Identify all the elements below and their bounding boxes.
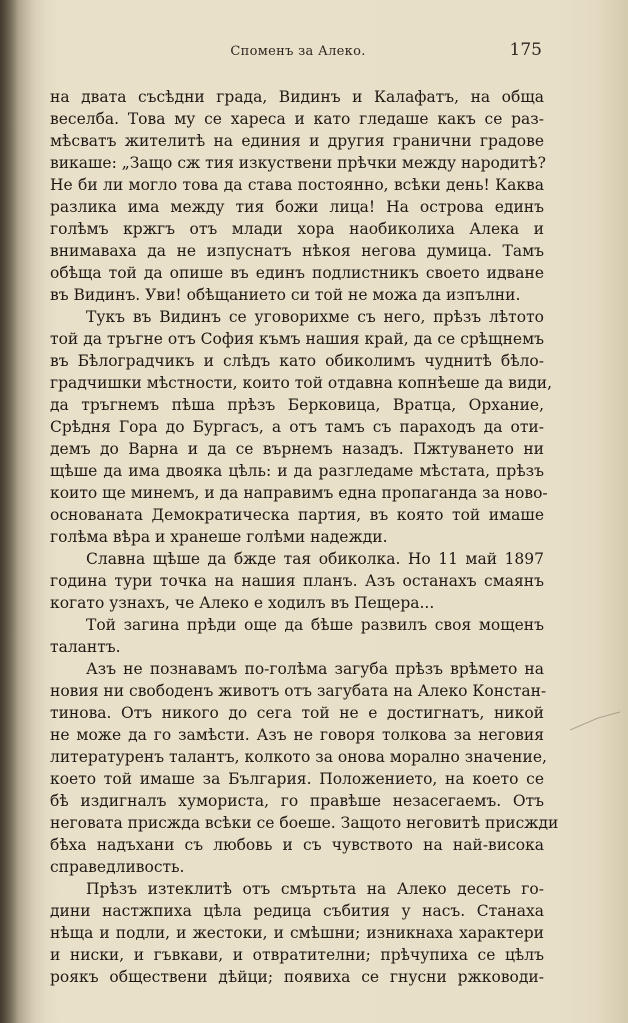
text-line: талантъ. <box>50 638 121 656</box>
text-line: викаше: „Защо сж тия изкуствени прѣчки между народитѣ? <box>50 154 546 172</box>
running-title: Споменъ за Алеко. <box>230 44 366 59</box>
pencil-mark-icon <box>568 710 622 734</box>
text-line: литературенъ талантъ, колкото за онова морално значение, <box>50 748 547 766</box>
text-line: което той имаше за България. Положението, на което се <box>50 770 544 788</box>
page-header <box>48 40 548 64</box>
text-line: не може да го замѣсти. Азъ не говоря толкова за неговия <box>50 726 544 744</box>
text-line: и ниски, и гъвкави, и отвратителни; прѣчупиха се цѣлъ <box>50 946 544 964</box>
text-line: нѣща и подли, и жестоки, и смѣшни; изникнаха характери <box>50 924 544 942</box>
text-line: разлика има между тия божи лица! На острова единъ <box>50 198 544 216</box>
text-line: новия ни свободенъ животъ отъ загубата на Алеко Констан- <box>50 682 547 700</box>
text-line: веселба. Това му се хареса и като гледаше какъ се раз- <box>50 110 544 128</box>
text-line: тинова. Отъ никого до сега той не е достигнатъ, никой <box>50 704 544 722</box>
text-line: когато узнахъ, че Алеко е ходилъ въ Пещера... <box>50 594 435 612</box>
text-line: мѣсватъ жителитѣ на единия и другия гранични градове <box>50 132 544 150</box>
text-line: година тури точка на нашия планъ. Азъ останахъ смаянъ <box>50 572 544 590</box>
text-line: основаната Демократическа партия, въ която той имаше <box>50 506 544 524</box>
text-line: внимаваха да не изпуснатъ нѣкоя негова думица. Тамъ <box>50 242 544 260</box>
text-line: обѣща той да опише въ единъ подлистникъ своето идване <box>50 264 544 282</box>
text-line: голѣма вѣра и хранеше голѣми надежди. <box>50 528 388 546</box>
text-line: роякъ обществени дѣйци; появиха се гнусни ржководи- <box>50 968 544 986</box>
text-line: Славна щѣше да бжде тая обиколка. Но 11 май 1897 <box>86 550 544 568</box>
text-line: той да тръгне отъ София къмъ нашия край, да се срѣщнемъ <box>50 330 544 348</box>
text-line: голѣмъ кржгъ отъ млади хора наобиколиха Алека и <box>50 220 544 238</box>
text-line: Азъ не познавамъ по-голѣма загуба прѣзъ врѣмето на <box>86 660 544 678</box>
body-text <box>50 86 559 988</box>
text-line: Срѣдня Гора до Бургасъ, а отъ тамъ съ параходъ да оти- <box>50 418 544 436</box>
spine-shadow <box>0 0 18 1023</box>
text-line: Тукъ въ Видинъ се уговорихме съ него, прѣзъ лѣтото <box>86 308 544 326</box>
text-line: щѣше да има двояка цѣль: и да разгледаме мѣстата, прѣзъ <box>50 462 544 480</box>
page-number: 175 <box>509 40 542 60</box>
text-line: въ Видинъ. Уви! обѣщанието си той не можа да изпълни. <box>50 286 521 304</box>
text-line: да тръгнемъ пѣша прѣзъ Берковица, Вратца, Орхание, <box>50 396 544 414</box>
text-line: въ Бѣлоградчикъ и слѣдъ като обиколимъ чуднитѣ бѣло- <box>50 352 544 370</box>
text-line: неговата присжда всѣки се бoеше. Защото неговитѣ присжди <box>50 814 559 832</box>
text-line: които ще минемъ, и да направимъ една пропаганда за ново- <box>50 484 548 502</box>
text-line: бѣ издигналъ хумориста, го правѣше незасегаемъ. Отъ <box>50 792 544 810</box>
text-line: Не би ли могло това да става постоянно, всѣки день! Каква <box>50 176 544 194</box>
text-line: градчишки мѣстности, които той отдавна копнѣеше да види, <box>50 374 553 392</box>
text-line: демъ до Варна и да се върнемъ назадъ. Пжтуването ни <box>50 440 544 458</box>
text-line: Той загина прѣди още да бѣше развилъ своя мощенъ <box>86 616 544 634</box>
text-line: справедливость. <box>50 858 185 876</box>
text-line: на двата съсѣдни града, Видинъ и Калафатъ, на обща <box>50 88 544 106</box>
text-line: бѣха надъхани съ любовь и съ чувството на най-висока <box>50 836 544 854</box>
text-line: Прѣзъ изтеклитѣ отъ смъртьта на Алеко десеть го- <box>86 880 544 898</box>
text-line: дини настжпиха цѣла редица събития у насъ. Станаха <box>50 902 544 920</box>
